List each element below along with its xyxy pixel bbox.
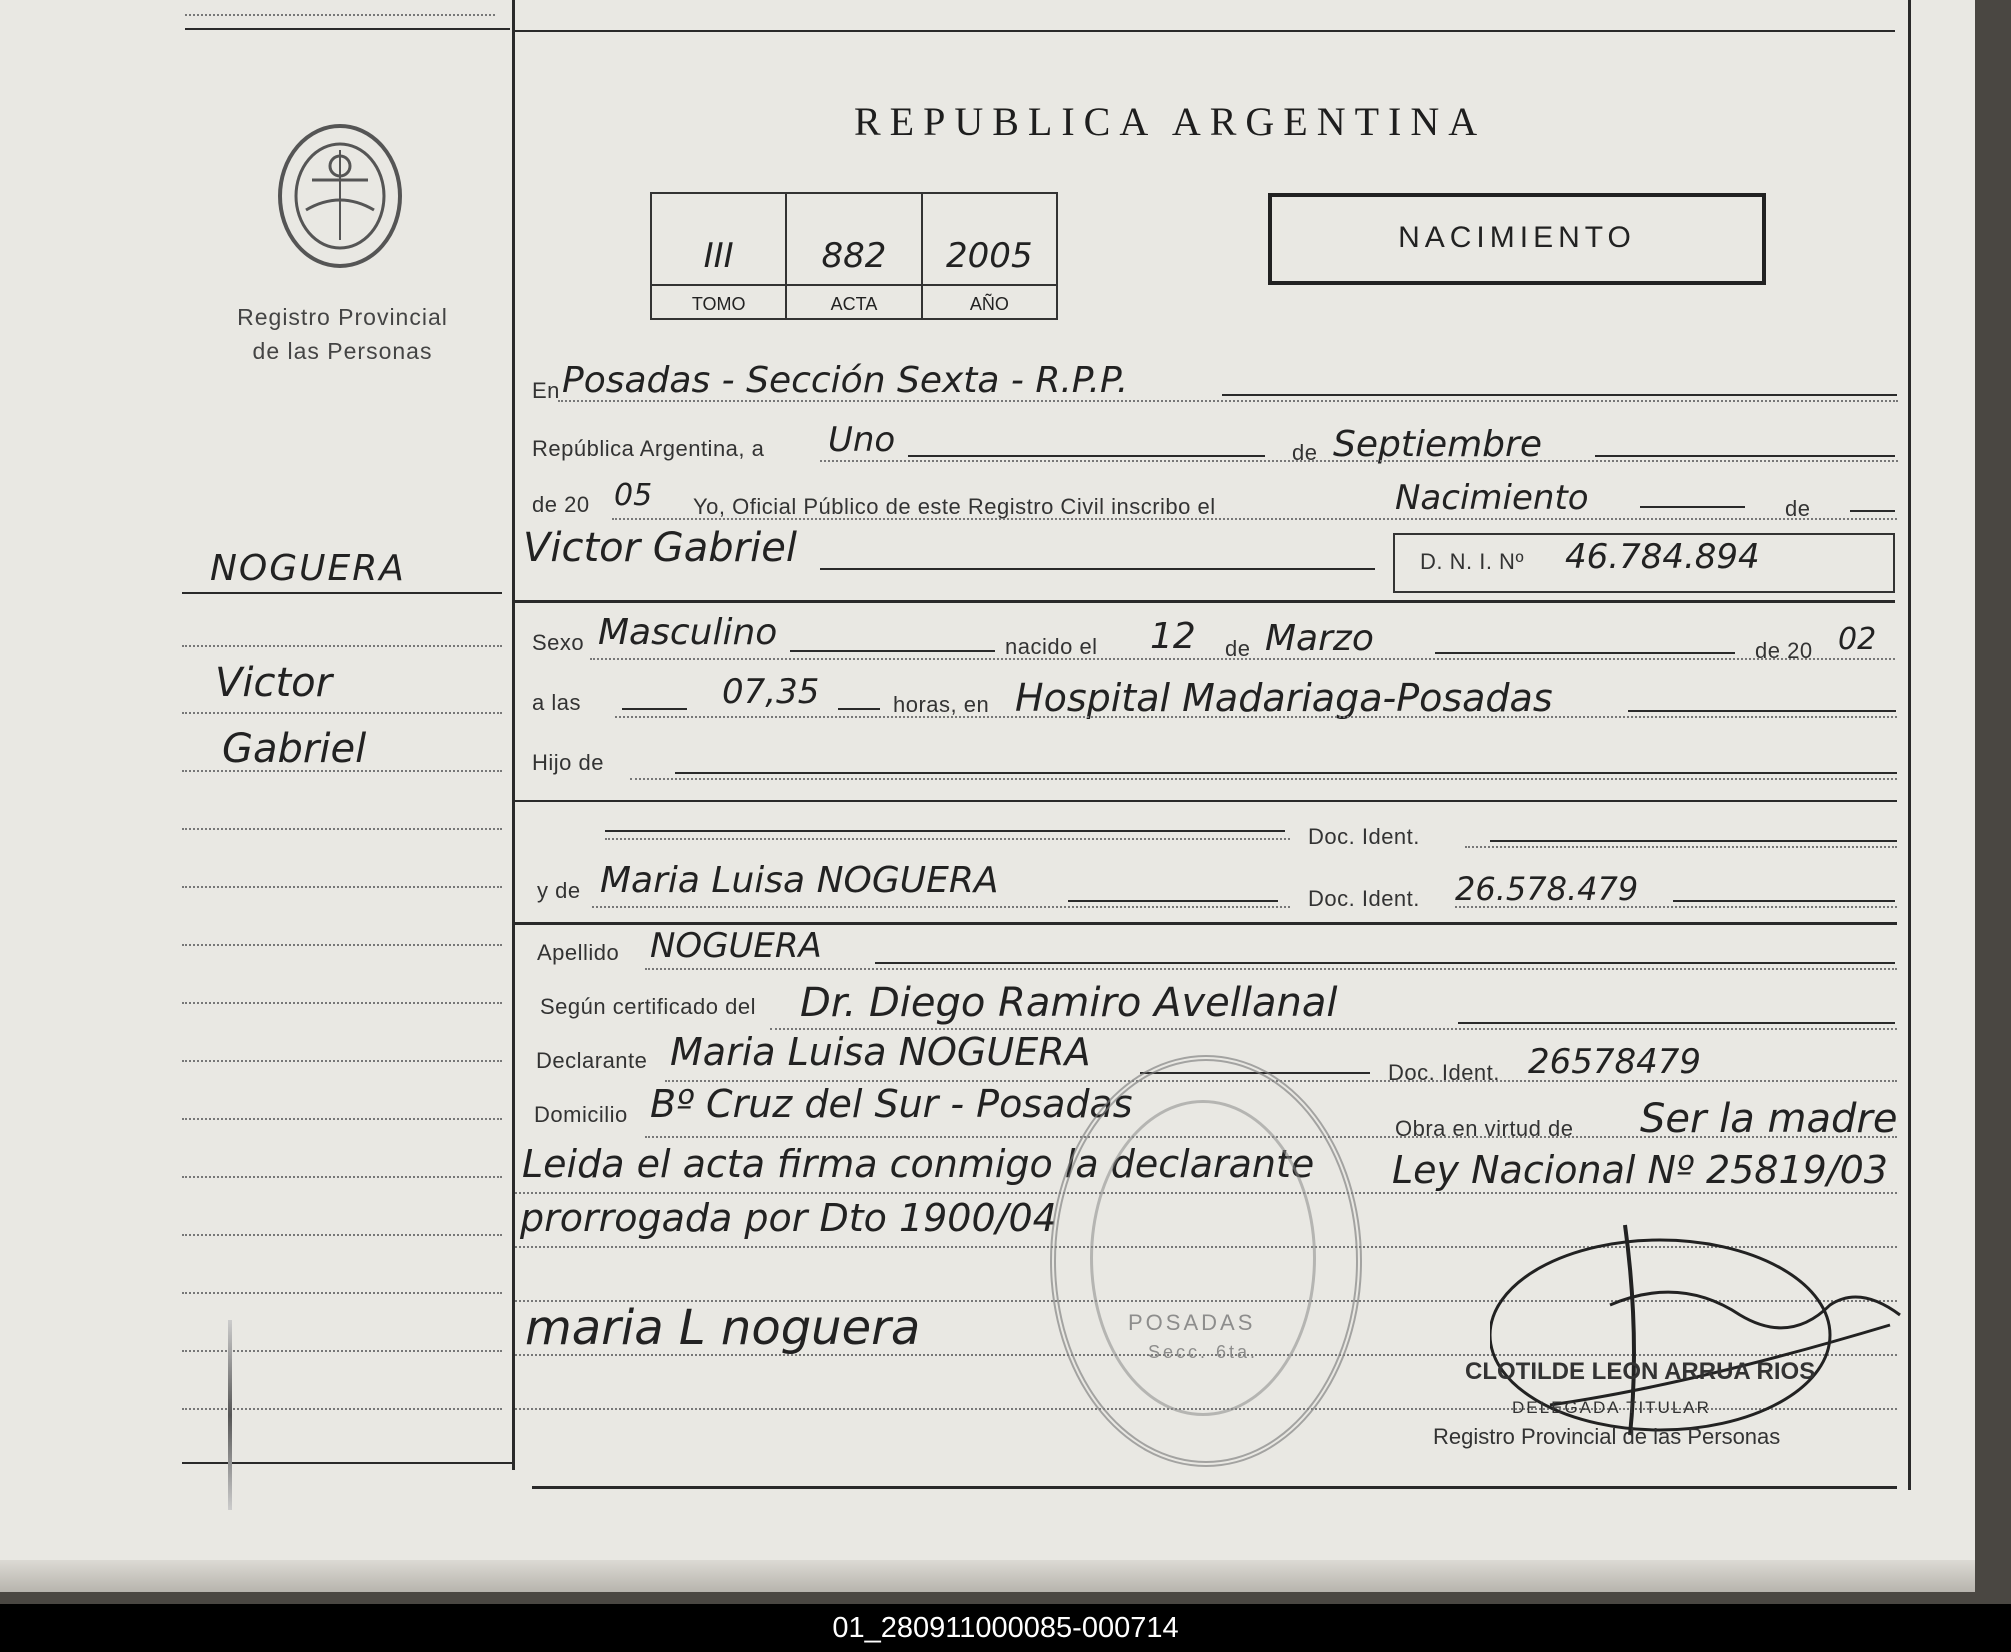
ley-line: Ley Nacional Nº 25819/03 bbox=[1392, 1148, 1888, 1192]
de-label: de bbox=[1292, 440, 1318, 465]
line-8-dots bbox=[605, 838, 1290, 840]
certificado-label: Según certificado del bbox=[540, 994, 756, 1019]
doc-ident-label-1: Doc. Ident. bbox=[1308, 824, 1420, 849]
certifier-value: Dr. Diego Ramiro Avellanal bbox=[800, 980, 1338, 1026]
top-dotted-line bbox=[185, 14, 495, 16]
event-value: Nacimiento bbox=[1395, 478, 1589, 518]
note-line-1: Leida el acta firma conmigo la declarante bbox=[522, 1142, 1315, 1186]
fold-mark bbox=[228, 1320, 232, 1510]
father-rule bbox=[605, 830, 1285, 832]
left-frame-line bbox=[512, 0, 515, 1470]
birth-month-rule bbox=[1435, 652, 1735, 654]
father-doc-dots bbox=[1465, 846, 1897, 848]
mother-doc: 26.578.479 bbox=[1455, 870, 1639, 908]
yo-text: Yo, Oficial Público de este Registro Civil inscribo el bbox=[693, 494, 1216, 519]
line-10-dots bbox=[645, 968, 1897, 970]
obra-label: Obra en virtud de bbox=[1395, 1116, 1574, 1141]
margin-given-name-1: Victor bbox=[215, 660, 333, 706]
parents-divider bbox=[515, 922, 1897, 925]
section-divider bbox=[515, 600, 1895, 603]
line-1-dots bbox=[558, 400, 1898, 402]
a-las-label: a las bbox=[532, 690, 581, 715]
time-rule bbox=[838, 708, 880, 710]
child-name-rule bbox=[820, 568, 1375, 570]
de-label-3: de bbox=[1225, 636, 1251, 661]
line-6-dots bbox=[615, 716, 1897, 718]
declarante-label: Declarante bbox=[536, 1048, 648, 1073]
mother-doc-rule bbox=[1673, 900, 1895, 902]
acta-value: 882 bbox=[821, 236, 887, 276]
margin-dots bbox=[182, 1118, 502, 1120]
day-in-words: Uno bbox=[828, 420, 896, 460]
signatory-role: DELEGADA TITULAR bbox=[1512, 1398, 1711, 1417]
month-value: Septiembre bbox=[1333, 424, 1542, 465]
de-label-2: de bbox=[1785, 496, 1811, 521]
line-3-dots bbox=[612, 518, 1897, 520]
margin-dots bbox=[182, 645, 502, 647]
tomo-cell bbox=[652, 194, 787, 318]
margin-surname: NOGUERA bbox=[210, 548, 406, 589]
margin-dots bbox=[182, 1002, 502, 1004]
stamp-city: POSADAS bbox=[1128, 1310, 1256, 1335]
line-5-dots bbox=[590, 658, 1895, 660]
child-name: Victor Gabriel bbox=[523, 525, 797, 571]
page-edge-shadow bbox=[0, 1560, 1975, 1592]
registry-line-2: de las Personas bbox=[252, 338, 433, 364]
hijo-label: Hijo de bbox=[532, 750, 604, 775]
year-suffix: 05 bbox=[614, 478, 653, 513]
birth-year-suffix: 02 bbox=[1838, 622, 1877, 657]
apellido-label: Apellido bbox=[537, 940, 620, 965]
margin-given-name-2: Gabriel bbox=[222, 726, 367, 772]
coat-of-arms-icon bbox=[272, 120, 408, 272]
birth-day: 12 bbox=[1150, 616, 1196, 657]
line-9-dots bbox=[592, 906, 1290, 908]
nacido-label: nacido el bbox=[1005, 634, 1098, 659]
en-label: En bbox=[532, 378, 560, 403]
margin-dots bbox=[182, 886, 502, 888]
top-left-rule bbox=[185, 28, 510, 30]
doc-ident-label-3: Doc. Ident. bbox=[1388, 1060, 1500, 1085]
father-doc-rule bbox=[1490, 840, 1897, 842]
dni-label: D. N. I. Nº bbox=[1420, 549, 1524, 574]
place-value: Posadas - Sección Sexta - R.P.P. bbox=[562, 360, 1129, 401]
bottom-rule bbox=[532, 1486, 1897, 1489]
event-rule bbox=[1640, 506, 1745, 508]
margin-dots bbox=[182, 1176, 502, 1178]
margin-surname-rule bbox=[182, 592, 502, 594]
de-rule bbox=[1850, 510, 1895, 512]
declarante-doc: 26578479 bbox=[1528, 1042, 1702, 1082]
obra-value: Ser la madre bbox=[1640, 1096, 1898, 1142]
month-rule bbox=[1595, 455, 1895, 457]
declarante-value: Maria Luisa NOGUERA bbox=[670, 1030, 1091, 1074]
line-1-rule bbox=[1222, 394, 1897, 396]
official-stamp-inner-ring bbox=[1090, 1100, 1316, 1416]
mother-name: Maria Luisa NOGUERA bbox=[600, 860, 999, 901]
signatory-name: CLOTILDE LEON ARRUA RIOS bbox=[1465, 1358, 1816, 1385]
margin-dots bbox=[182, 1060, 502, 1062]
a-las-rule bbox=[622, 708, 687, 710]
acta-cell bbox=[787, 194, 922, 318]
margin-dots bbox=[182, 828, 502, 830]
registry-line-1: Registro Provincial bbox=[237, 304, 448, 330]
ano-value: 2005 bbox=[946, 236, 1033, 276]
country-title: REPUBLICA ARGENTINA bbox=[854, 99, 1487, 144]
birth-year-prefix: de 20 bbox=[1755, 638, 1813, 663]
doc-ident-label-2: Doc. Ident. bbox=[1308, 886, 1420, 911]
republica-label: República Argentina, a bbox=[532, 436, 765, 461]
birth-place: Hospital Madariaga-Posadas bbox=[1015, 676, 1553, 720]
ano-label: AÑO bbox=[923, 284, 1056, 322]
apellido-value: NOGUERA bbox=[650, 926, 822, 966]
acta-label: ACTA bbox=[787, 284, 920, 322]
apellido-rule bbox=[875, 962, 1895, 964]
margin-dots bbox=[182, 1292, 502, 1294]
image-id-footer: 01_280911000085-000714 bbox=[0, 1604, 2011, 1652]
line-7-dots bbox=[630, 778, 1897, 780]
note-line-2: prorrogada por Dto 1900/04 bbox=[520, 1196, 1057, 1240]
day-rule bbox=[908, 455, 1265, 457]
line-2-dots bbox=[820, 460, 1898, 462]
tomo-label: TOMO bbox=[652, 284, 785, 322]
dni-value: 46.784.894 bbox=[1565, 537, 1760, 577]
declarant-signature: maria L noguera bbox=[525, 1300, 921, 1356]
certifier-rule bbox=[1458, 1022, 1895, 1024]
dni-box bbox=[1393, 533, 1895, 593]
margin-dots bbox=[182, 712, 502, 714]
domicilio-label: Domicilio bbox=[534, 1102, 628, 1127]
sexo-rule bbox=[790, 650, 995, 652]
signatory-office: Registro Provincial de las Personas bbox=[1433, 1424, 1781, 1449]
stamp-section: Secc. 6ta. bbox=[1148, 1342, 1259, 1362]
tomo-value: III bbox=[703, 236, 734, 276]
record-number-box bbox=[650, 192, 1058, 320]
mother-name-rule bbox=[1068, 900, 1278, 902]
margin-dots bbox=[182, 1234, 502, 1236]
year-prefix: de 20 bbox=[532, 492, 590, 517]
birth-month: Marzo bbox=[1265, 618, 1374, 659]
margin-dots bbox=[182, 944, 502, 946]
hijo-rule bbox=[675, 772, 1897, 774]
mother-doc-dots bbox=[1455, 906, 1897, 908]
margin-dots bbox=[182, 770, 502, 772]
horas-label: horas, en bbox=[893, 692, 990, 717]
sexo-label: Sexo bbox=[532, 630, 585, 655]
y-de-label: y de bbox=[537, 878, 581, 903]
hijo-divider bbox=[515, 800, 1897, 802]
sexo-value: Masculino bbox=[598, 612, 778, 653]
act-type-box: NACIMIENTO bbox=[1268, 193, 1766, 285]
domicilio-value: Bº Cruz del Sur - Posadas bbox=[650, 1082, 1133, 1126]
birth-time: 07,35 bbox=[722, 672, 820, 712]
ano-cell bbox=[923, 194, 1056, 318]
top-rule bbox=[515, 30, 1895, 32]
birth-place-rule bbox=[1628, 710, 1896, 712]
registry-name bbox=[205, 300, 480, 368]
